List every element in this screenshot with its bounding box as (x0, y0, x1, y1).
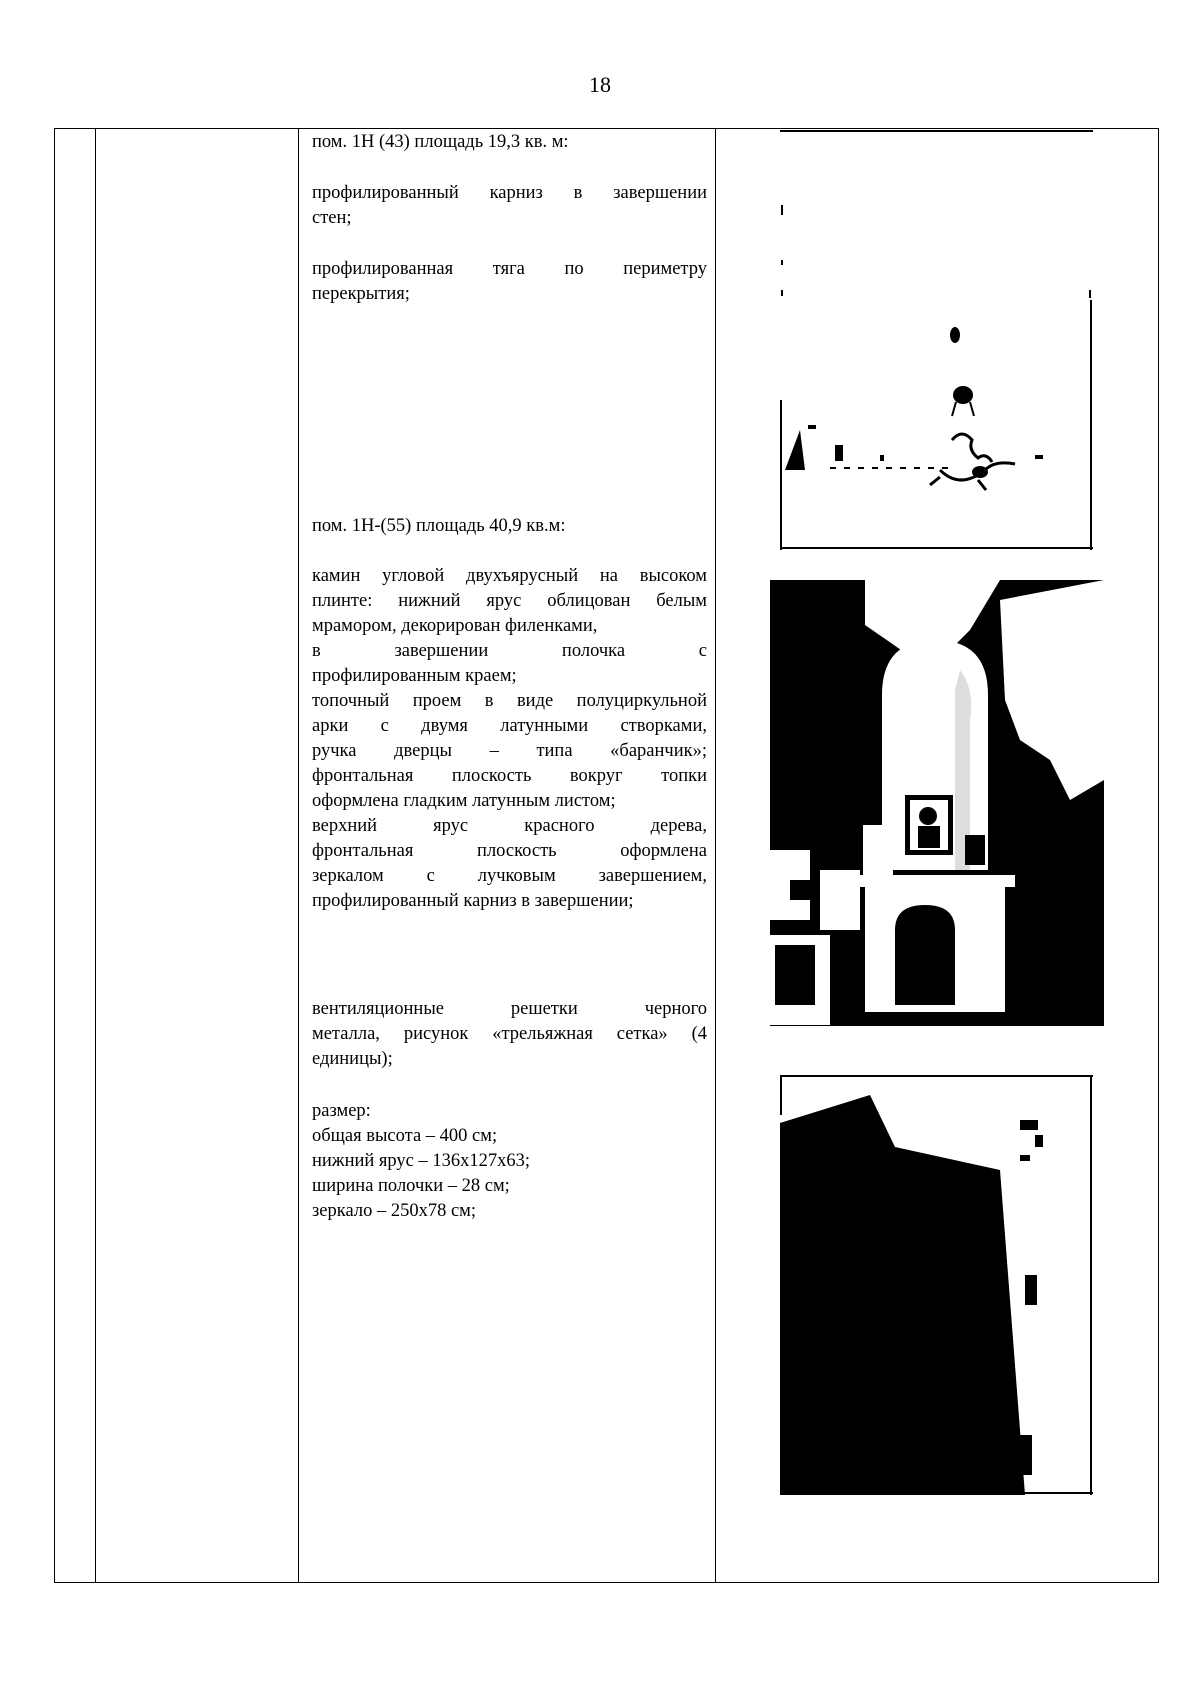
desc-line: оформлена гладким латунным листом; (312, 791, 616, 811)
desc-line: плинте: нижний ярус облицован белым (312, 591, 707, 611)
vent-block (312, 997, 707, 1072)
fireplace-upper-tier-photo (780, 1075, 1093, 1495)
desc-line: арки с двумя латунными створками, (312, 716, 707, 736)
desc-line: зеркалом с лучковым завершением, (312, 866, 707, 886)
room1-item1-line: профилированный карниз в завершении (312, 183, 707, 203)
desc-line: профилированный карниз в завершении; (312, 891, 634, 911)
desc-line: ручка дверцы – типа «баранчик»; (312, 741, 707, 761)
ceiling-cornice-photo (780, 130, 1093, 550)
size-line: нижний ярус – 136х127х63; (312, 1151, 531, 1171)
room1-item1-line: стен; (312, 208, 352, 228)
room1-item1 (312, 181, 707, 231)
desc-line: профилированным краем; (312, 666, 517, 686)
size-label: размер: (312, 1101, 371, 1121)
room2-title-block (312, 514, 707, 539)
desc-line: мрамором, декорирован филенками, (312, 616, 598, 636)
desc-line: верхний ярус красного дерева, (312, 816, 707, 836)
desc-line: топочный проем в виде полуциркульной (312, 691, 707, 711)
room1-title: пом. 1Н (43) площадь 19,3 кв. м: (312, 132, 569, 152)
column-divider-1 (95, 129, 96, 1582)
desc-line: фронтальная плоскость оформлена (312, 841, 707, 861)
size-line: зеркало – 250х78 см; (312, 1201, 477, 1221)
page-number: 18 (589, 72, 611, 97)
desc-line: фронтальная плоскость вокруг топки (312, 766, 707, 786)
desc-line: камин угловой двухъярусный на высоком (312, 566, 707, 586)
room1-block (312, 130, 707, 155)
room2-title: пом. 1Н-(55) площадь 40,9 кв.м: (312, 516, 566, 536)
room1-item2 (312, 257, 707, 307)
desc-line: в завершении полочка с (312, 641, 707, 661)
size-line: общая высота – 400 см; (312, 1126, 498, 1146)
vent-line: единицы); (312, 1049, 393, 1069)
room1-item2-line: профилированная тяга по периметру (312, 259, 707, 279)
vent-line: металла, рисунок «трельяжная сетка» (4 (312, 1024, 707, 1044)
sizes-block (312, 1099, 707, 1224)
room2-description (312, 564, 707, 914)
vent-line: вентиляционные решетки черного (312, 999, 707, 1019)
room1-item2-line: перекрытия; (312, 284, 410, 304)
column-divider-3 (715, 129, 716, 1582)
size-line: ширина полочки – 28 см; (312, 1176, 510, 1196)
fireplace-photo (770, 580, 1104, 1026)
column-divider-2 (298, 129, 299, 1582)
